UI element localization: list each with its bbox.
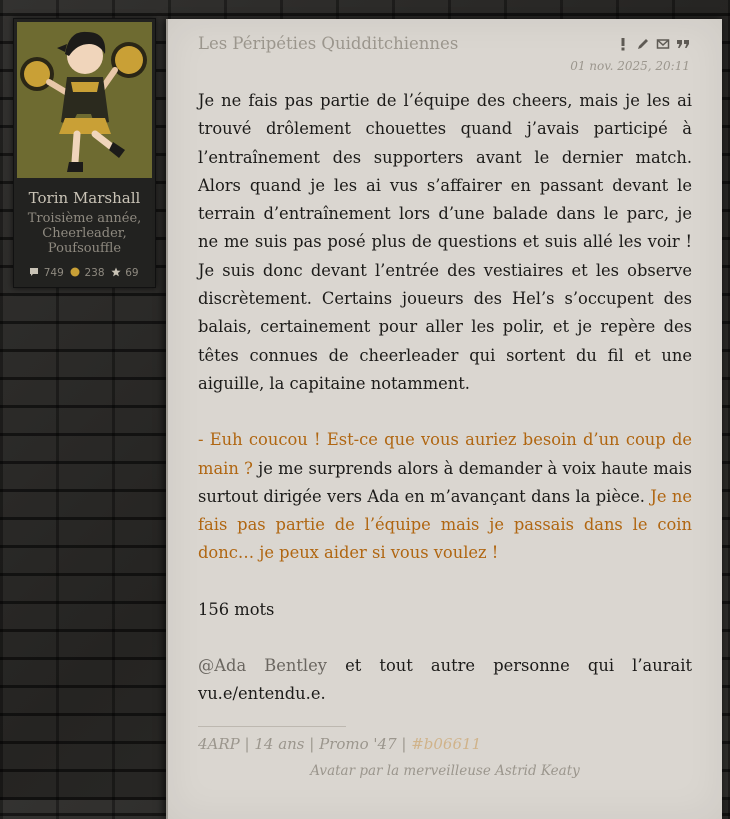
signature-line xyxy=(198,735,481,753)
stat-coins xyxy=(70,267,109,279)
stat-messages-value: 749 xyxy=(43,267,64,279)
stat-coins-value: 238 xyxy=(84,267,105,279)
author-name[interactable]: Torin Marshall xyxy=(28,189,141,207)
post-panel xyxy=(166,19,722,819)
report-button[interactable] xyxy=(616,37,630,51)
post-paragraph: Je ne fais pas partie de l’équipe des cheers, mais je les ai trouvé drôlement chouettes quand j’avais participé à l’entraînement des supporters avant le dernier match. Alors quand je les ai vus s’affairer en passant devant le terrain d’entraînement lors d’une balade dans le parc, je ne me suis pas posé plus de questions et suis allé les voir ! Je suis donc devant l’entrée des vestiaires et les observe discrètement. Certains joueurs des Hel’s s’occupent des balais, certainement pour aller les polir, et je repère des têtes connues de cheerleader qui sortent du fil et une aiguille, la capitaine notamment. xyxy=(198,91,692,393)
exclamation-icon xyxy=(616,37,630,51)
signature-info: 4ARP | 14 ans | Promo '47 | xyxy=(198,735,412,753)
post-date: 01 nov. 2025, 20:11 xyxy=(570,59,690,73)
dialogue-text: - Euh coucou ! Est-ce que vous auriez besoin d’un coup de main ? xyxy=(198,430,692,478)
stat-stars xyxy=(111,267,140,279)
avatar-illustration xyxy=(17,22,152,178)
signature-hex: #b06611 xyxy=(411,735,482,753)
envelope-icon xyxy=(656,37,670,51)
narration-text: je me surprends alors à demander à voix haute mais surtout dirigée vers Ada en m’avançant dans la pièce. xyxy=(198,458,692,506)
mail-button[interactable] xyxy=(656,37,670,51)
rank-line: Cheerleader, xyxy=(42,226,127,241)
avatar[interactable] xyxy=(17,22,152,178)
post-body xyxy=(198,87,692,709)
post-paragraph xyxy=(198,426,692,567)
signature-divider xyxy=(198,726,346,727)
post-title[interactable]: Les Péripéties Quidditchiennes xyxy=(198,34,459,53)
coin-icon xyxy=(70,267,80,277)
pencil-icon xyxy=(636,37,650,51)
speech-bubble-icon xyxy=(29,267,39,277)
edit-button[interactable] xyxy=(636,37,650,51)
author-profile xyxy=(13,18,156,288)
star-icon xyxy=(111,267,121,277)
mention-paragraph xyxy=(198,652,692,709)
quote-icon xyxy=(676,37,690,51)
stat-messages xyxy=(29,267,68,279)
author-stats xyxy=(14,267,155,279)
mention-text: et tout autre personne qui l’aurait vu.e/entendu.e. xyxy=(198,656,692,704)
post-tools xyxy=(616,37,690,51)
dialogue-text: Je ne fais pas partie de l’équipe mais je passais dans le coin donc… je peux aider si vous voulez ! xyxy=(198,486,692,563)
rank-line: Poufsouffle xyxy=(47,241,122,256)
author-rank xyxy=(14,211,155,256)
avatar-credit: Avatar par la merveilleuse Astrid Keaty xyxy=(310,763,580,779)
stat-stars-value: 69 xyxy=(125,267,139,279)
rank-line: Troisième année, xyxy=(27,211,142,226)
quote-button[interactable] xyxy=(676,37,690,51)
mention-link[interactable]: @Ada Bentley xyxy=(198,656,327,676)
word-count: 156 mots xyxy=(198,599,275,619)
